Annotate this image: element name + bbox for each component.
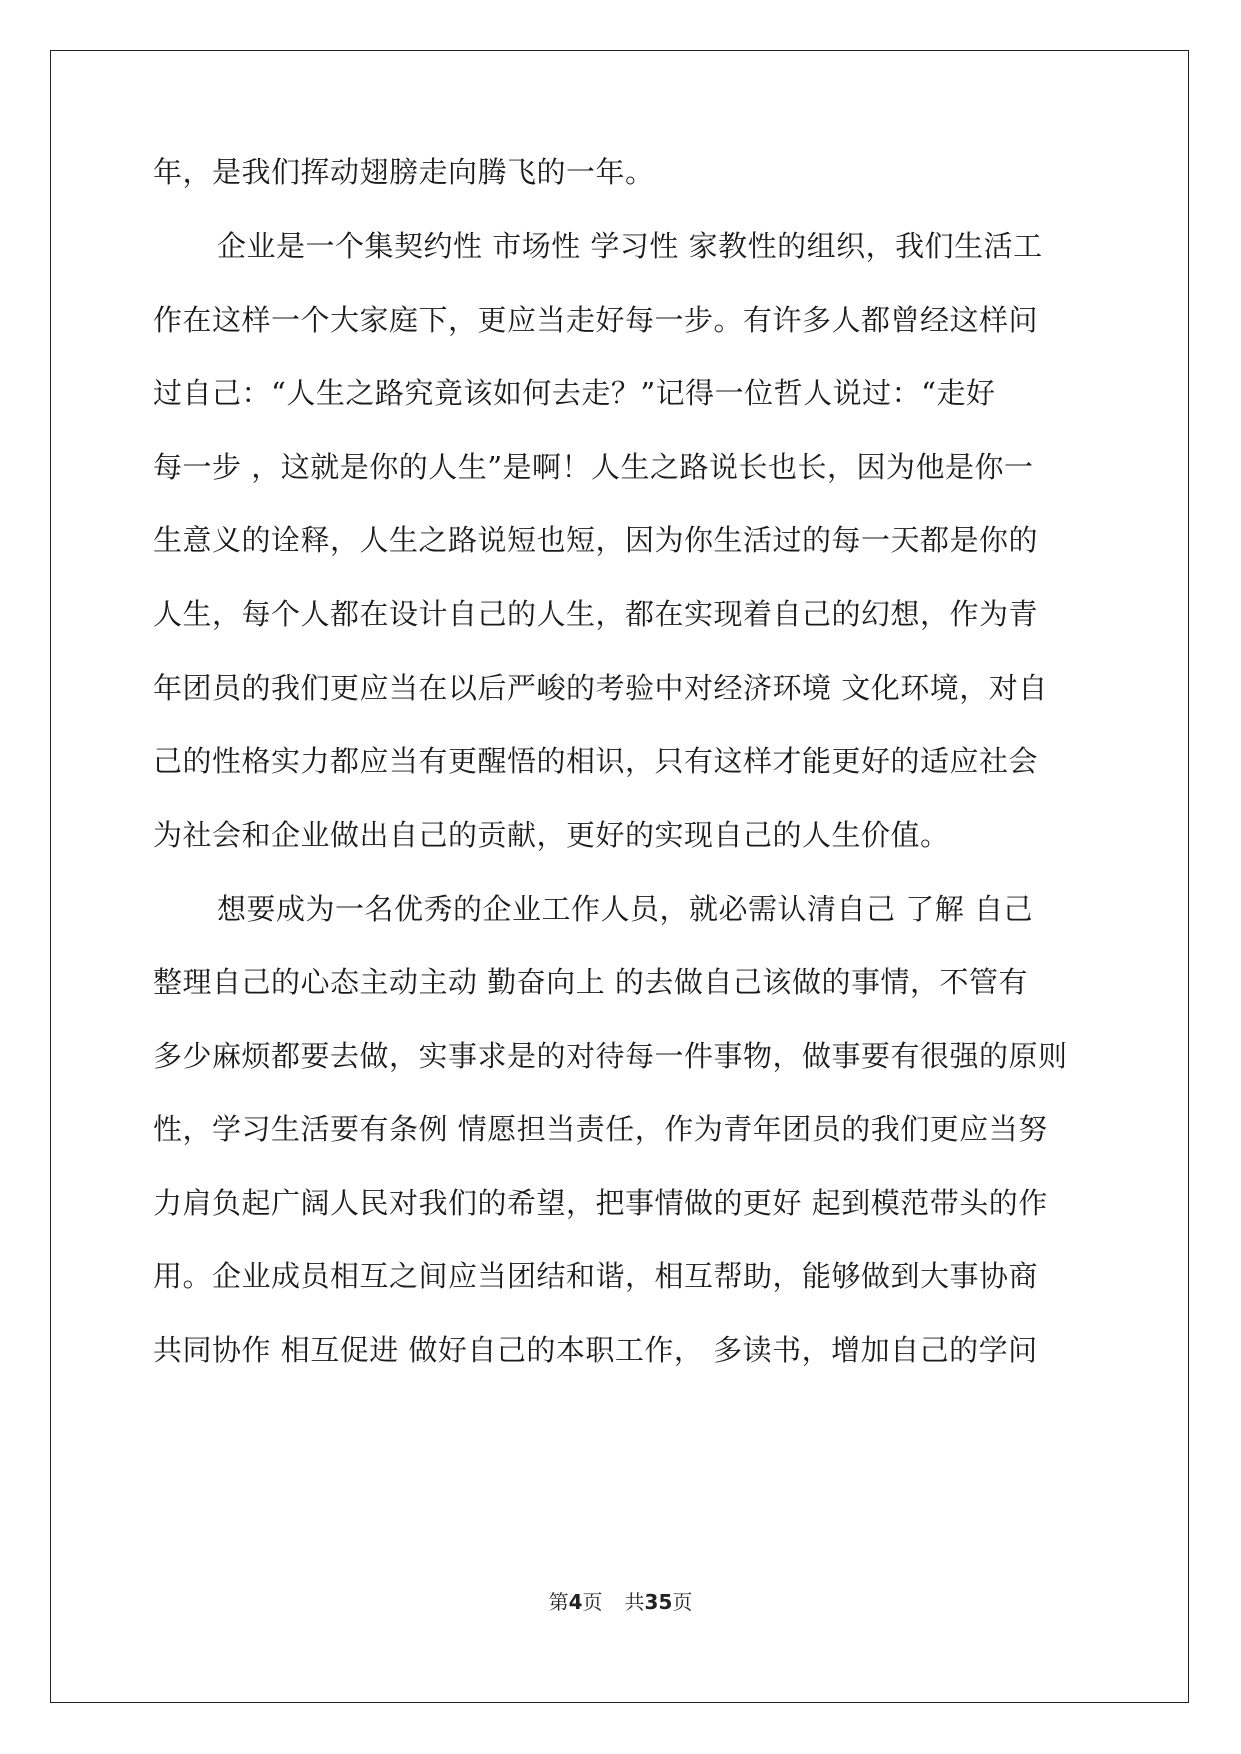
page-prefix: 第 — [548, 1590, 569, 1614]
text-line: 生意义的诠释，人生之路说短也短，因为你生活过的每一天都是你的 — [153, 523, 1039, 557]
total-suffix: 页 — [672, 1590, 693, 1614]
text-line: 作在这样一个大家庭下，更应当走好每一步。有许多人都曾经这样问 — [153, 303, 1039, 337]
paragraph-first-line: 企业是一个集契约性 市场性 学习性 家教性的组织，我们生活工 — [217, 229, 1043, 263]
text-line: 每一步 ，这就是你的人生”是啊！人生之路说长也长，因为他是你一 — [153, 450, 1034, 484]
text-line: 共同协作 相互促进 做好自己的本职工作， 多读书，增加自己的学问 — [153, 1333, 1038, 1367]
text-line: 力肩负起广阔人民对我们的希望，把事情做的更好 起到模范带头的作 — [153, 1186, 1048, 1220]
text-line: 为社会和企业做出自己的贡献，更好的实现自己的人生价值。 — [153, 818, 950, 852]
text-line: 年团员的我们更应当在以后严峻的考验中对经济环境 文化环境，对自 — [153, 671, 1048, 705]
text-line: 多少麻烦都要去做，实事求是的对待每一件事物，做事要有很强的原则 — [153, 1039, 1068, 1073]
total-prefix: 共 — [624, 1590, 645, 1614]
page-suffix: 页 — [582, 1590, 603, 1614]
text-line: 年，是我们挥动翅膀走向腾飞的一年。 — [153, 155, 655, 189]
total-pages: 35 — [644, 1590, 673, 1614]
paragraph-first-line: 想要成为一名优秀的企业工作人员，就必需认清自己 了解 自己 — [217, 892, 1033, 926]
text-line: 己的性格实力都应当有更醒悟的相识，只有这样才能更好的适应社会 — [153, 744, 1039, 778]
text-line: 用。企业成员相互之间应当团结和谐，相互帮助，能够做到大事协商 — [153, 1259, 1039, 1293]
text-line: 整理自己的心态主动主动 勤奋向上 的去做自己该做的事情，不管有 — [153, 965, 1028, 999]
text-line: 过自己：“人生之路究竟该如何去走？”记得一位哲人说过：“走好 — [153, 376, 996, 410]
text-line: 性，学习生活要有条例 情愿担当责任，作为青年团员的我们更应当努 — [153, 1112, 1048, 1146]
page-number: 4 — [568, 1590, 583, 1614]
page-footer — [0, 1588, 1241, 1616]
text-line: 人生，每个人都在设计自己的人生，都在实现着自己的幻想，作为青 — [153, 597, 1039, 631]
page-border — [50, 50, 1189, 1703]
